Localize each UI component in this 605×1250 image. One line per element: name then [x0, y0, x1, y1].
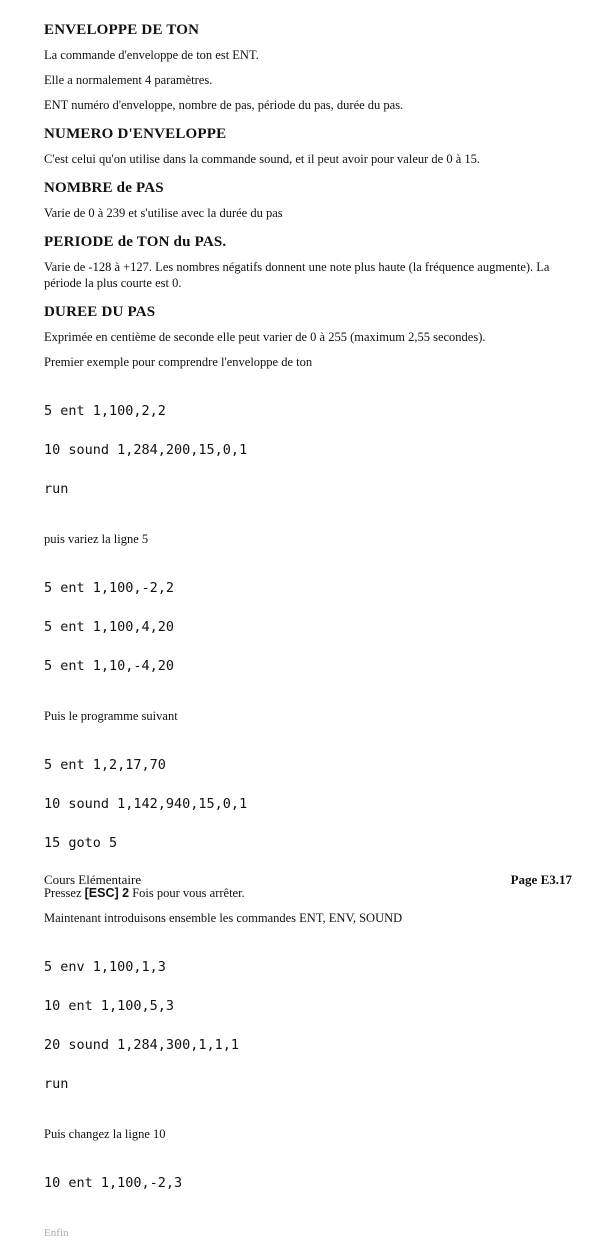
code-line: 15 goto 5: [44, 835, 118, 851]
code-block-4: [44, 935, 574, 1117]
code-line: 5 ent 1,100,2,2: [44, 403, 166, 419]
code-line: run: [44, 481, 69, 497]
code-block-3: [44, 733, 574, 876]
code-line: 10 sound 1,284,200,15,0,1: [44, 442, 248, 458]
paragraph: puis variez la ligne 5: [44, 532, 149, 546]
code-line: 20 sound 1,284,300,1,1,1: [44, 1037, 240, 1053]
page-footer: [44, 872, 572, 888]
paragraph: ENT numéro d'enveloppe, nombre de pas, période du pas, durée du pas.: [44, 98, 404, 112]
heading-nombre-de-pas: NOMBRE de PAS: [44, 180, 164, 196]
code-block-5: [44, 1151, 574, 1216]
paragraph: Exprimée en centième de seconde elle peut varier de 0 à 255 (maximum 2,55 secondes).: [44, 330, 486, 344]
esc-key-label: [ESC] 2: [84, 886, 130, 900]
heading-numero-enveloppe: NUMERO D'ENVELOPPE: [44, 126, 227, 142]
text: Fois pour vous arrêter.: [129, 886, 245, 900]
heading-duree-du-pas: DUREE DU PAS: [44, 304, 156, 320]
paragraph: Puis changez la ligne 10: [44, 1127, 166, 1141]
paragraph-enfin: Enfin: [44, 1227, 69, 1239]
footer-course-title: Cours Elémentaire: [44, 872, 142, 887]
heading-periode-de-ton: PERIODE de TON du PAS.: [44, 234, 227, 250]
page-number: Page E3.17: [510, 872, 572, 887]
code-line: 5 ent 1,2,17,70: [44, 757, 166, 773]
text: Pressez: [44, 886, 85, 900]
code-block-2: [44, 556, 574, 699]
paragraph: Elle a normalement 4 paramètres.: [44, 73, 213, 87]
paragraph: Maintenant introduisons ensemble les commandes ENT, ENV, SOUND: [44, 911, 403, 925]
page-content: [44, 22, 574, 1250]
code-block-1: [44, 379, 574, 522]
paragraph: C'est celui qu'on utilise dans la commande sound, et il peut avoir pour valeur de 0 à 15.: [44, 152, 480, 166]
code-line: 10 ent 1,100,-2,3: [44, 1175, 183, 1191]
code-line: 10 ent 1,100,5,3: [44, 998, 175, 1014]
paragraph: Varie de 0 à 239 et s'utilise avec la durée du pas: [44, 206, 283, 220]
code-line: 5 env 1,100,1,3: [44, 959, 166, 975]
code-line: run: [44, 1076, 69, 1092]
code-line: 5 ent 1,100,-2,2: [44, 580, 175, 596]
code-line: 5 ent 1,10,-4,20: [44, 658, 175, 674]
paragraph: Varie de -128 à +127. Les nombres négatifs donnent une note plus haute (la fréquence augmente). La période la plus courte est 0.: [44, 260, 550, 290]
code-line: 5 ent 1,100,4,20: [44, 619, 175, 635]
heading-enveloppe-de-ton: ENVELOPPE DE TON: [44, 22, 200, 38]
paragraph: Premier exemple pour comprendre l'enveloppe de ton: [44, 355, 313, 369]
code-line: 10 sound 1,142,940,15,0,1: [44, 796, 248, 812]
paragraph: La commande d'enveloppe de ton est ENT.: [44, 48, 259, 62]
paragraph: Puis le programme suivant: [44, 709, 178, 723]
